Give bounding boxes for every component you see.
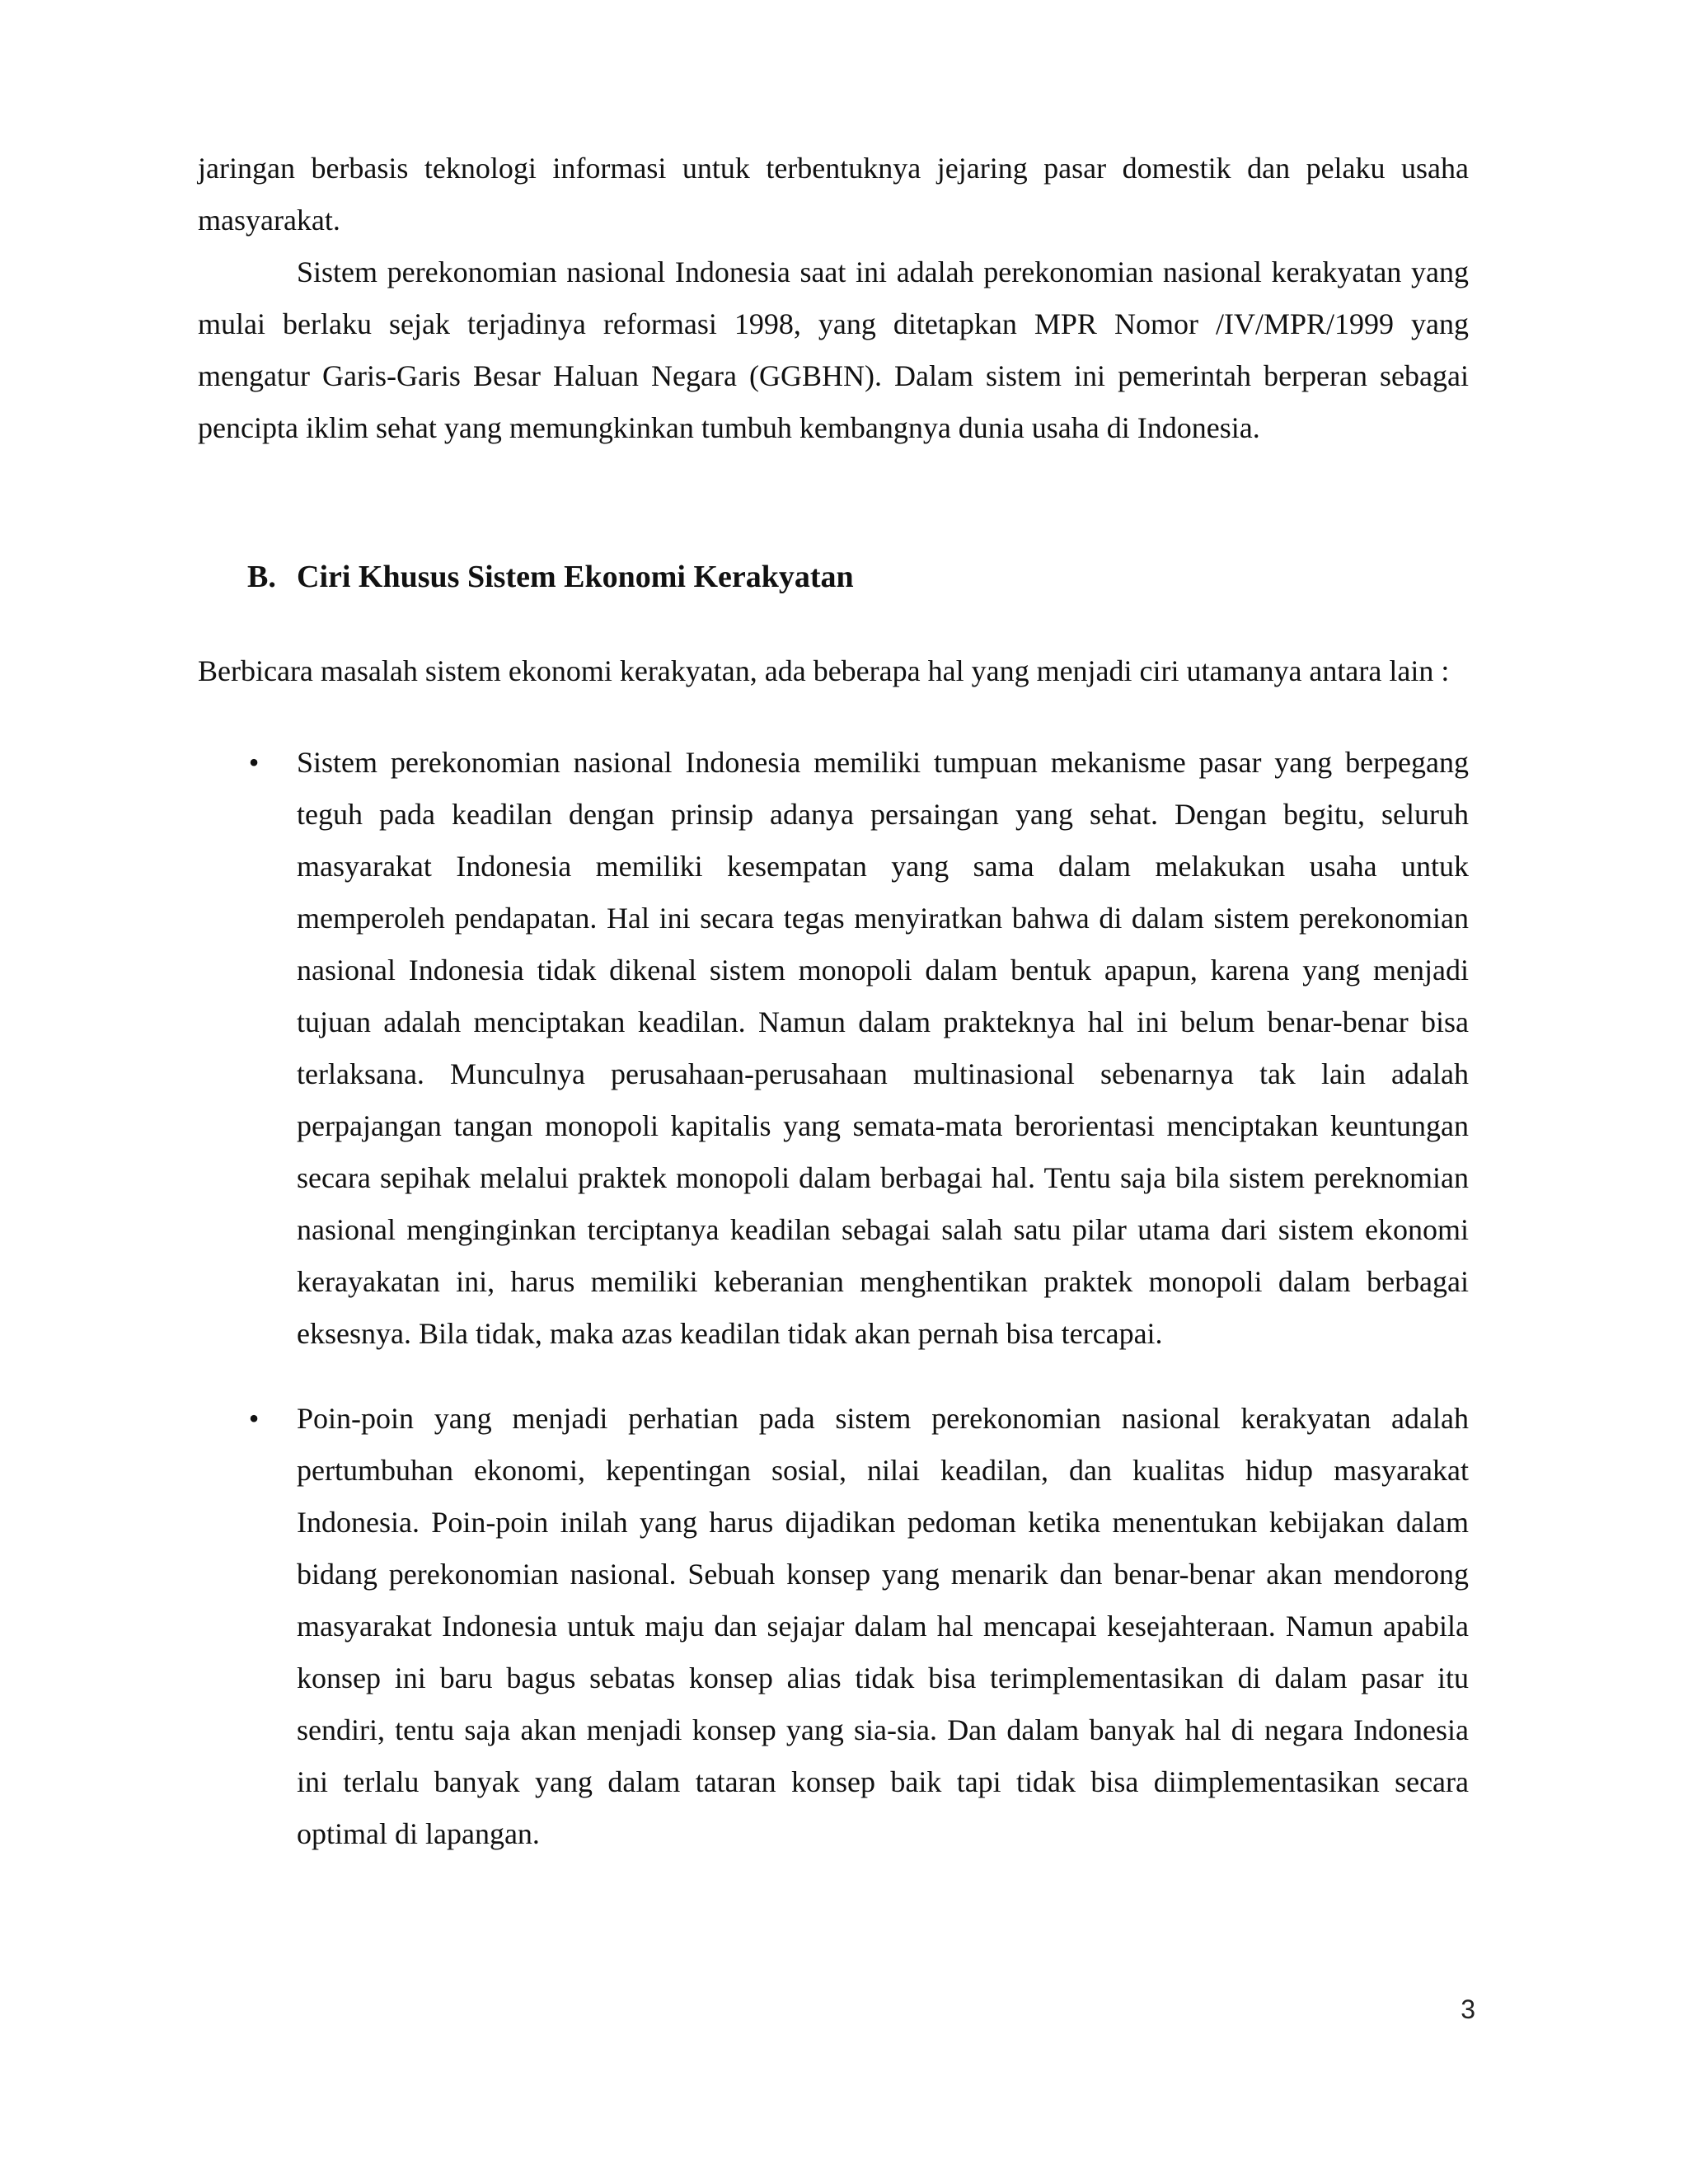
page-number: 3 — [1461, 1994, 1475, 2024]
page-content — [198, 143, 1469, 1893]
bullet-text: Sistem perekonomian nasional Indonesia memiliki tumpuan mekanisme pasar yang berpegang teguh pada keadilan dengan prinsip adanya persaingan yang sehat. Dengan begitu, seluruh masyarakat Indonesia memiliki kesempatan yang sama dalam melakukan usaha untuk memperoleh pendapatan. Hal ini secara tegas menyiratkan bahwa di dalam sistem perekonomian nasional Indonesia tidak dikenal sistem monopoli dalam bentuk apapun, karena yang menjadi tujuan adalah menciptakan keadilan. Namun dalam prakteknya hal ini belum benar-benar bisa terlaksana. Munculnya perusahaan-perusahaan multinasional sebenarnya tak lain adalah perpajangan tangan monopoli kapitalis yang semata-mata berorientasi menciptakan keuntungan secara sepihak melalui praktek monopoli dalam berbagai hal. Tentu saja bila sistem pereknomian nasional menginginkan terciptanya keadilan sebagai salah satu pilar utama dari sistem ekonomi kerayakatan ini, harus memiliki keberanian menghentikan praktek monopoli dalam berbagai eksesnya. Bila tidak, maka azas keadilan tidak akan pernah bisa tercapai. — [297, 746, 1469, 1350]
section-letter: B. — [247, 560, 276, 594]
bullet-text: Poin-poin yang menjadi perhatian pada sistem perekonomian nasional kerakyatan adalah pertumbuhan ekonomi, kepentingan sosial, nilai keadilan, dan kualitas hidup masyarakat Indonesia. Poin-poin inilah yang harus dijadikan pedoman ketika menentukan kebijakan dalam bidang perekonomian nasional. Sebuah konsep yang menarik dan benar-benar akan mendorong masyarakat Indonesia untuk maju dan sejajar dalam hal mencapai kesejahteraan. Namun apabila konsep ini baru bagus sebatas konsep alias tidak bisa terimplementasikan di dalam pasar itu sendiri, tentu saja akan menjadi konsep yang sia-sia. Dan dalam banyak hal di negara Indonesia ini terlalu banyak yang dalam tataran konsep baik tapi tidak bisa diimplementasikan secara optimal di lapangan. — [297, 1402, 1469, 1850]
bullet-list — [198, 737, 1469, 1860]
paragraph-economic-system: Sistem perekonomian nasional Indonesia saat ini adalah perekonomian nasional kerakyatan yang mulai berlaku sejak terjadinya reformasi 1998, yang ditetapkan MPR Nomor /IV/MPR/1999 yang mengatur Garis-Garis Besar Haluan Negara (GGBHN). Dalam sistem ini pemerintah berperan sebagai pencipta iklim sehat yang memungkinkan tumbuh kembangnya dunia usaha di Indonesia. — [198, 255, 1469, 444]
list-item — [198, 1393, 1469, 1860]
bullet-icon: • — [248, 746, 260, 779]
paragraph-continuation: jaringan berbasis teknologi informasi untuk terbentuknya jejaring pasar domestik dan pelaku usaha masyarakat. — [198, 152, 1469, 237]
bullet-icon: • — [248, 1402, 260, 1435]
section-heading — [198, 551, 1469, 603]
section-title: Ciri Khusus Sistem Ekonomi Kerakyatan — [297, 560, 854, 594]
section-intro: Berbicara masalah sistem ekonomi kerakyatan, ada beberapa hal yang menjadi ciri utamanya antara lain : — [198, 654, 1450, 687]
list-item — [198, 737, 1469, 1360]
